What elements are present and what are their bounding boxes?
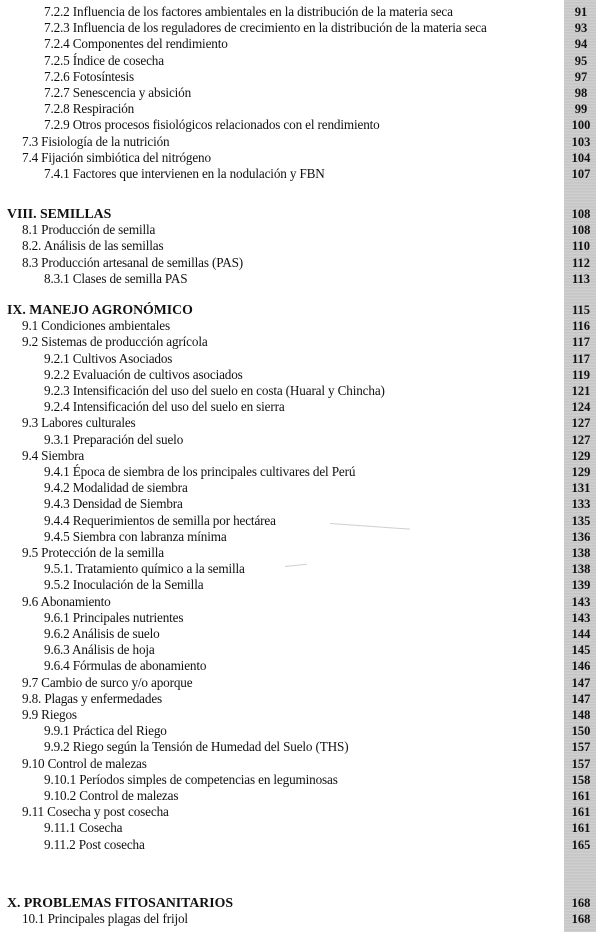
toc-page-number: 165 (571, 837, 591, 852)
toc-entry-label: 9.4.2 Modalidad de siembra (44, 480, 188, 496)
toc-page-number: 138 (571, 562, 591, 577)
toc-entry-label: 9.11.2 Post cosecha (44, 836, 145, 852)
toc-entry-label: 8.1 Producción de semilla (22, 222, 156, 238)
toc-entry-label: 9.7 Cambio de surco y/o aporque (22, 674, 193, 690)
toc-page-number: 146 (571, 659, 591, 674)
toc-page-number: 108 (571, 207, 591, 221)
toc-page-number: 135 (571, 513, 591, 528)
toc-entry (0, 464, 600, 480)
toc-entry-label: 9.2.2 Evaluación de cultivos asociados (44, 366, 243, 382)
toc-entry (0, 804, 600, 820)
toc-entry-label: 9.2.4 Intensificación del uso del suelo en sierra (44, 399, 285, 415)
toc-entry (0, 837, 600, 853)
toc-entry-label: 7.4.1 Factores que intervienen en la nodulación y FBN (44, 166, 325, 181)
toc-entry-label: 9.11.1 Cosecha (44, 820, 123, 836)
toc-entry (0, 53, 600, 69)
toc-entry (0, 166, 600, 182)
toc-entry-label: 9.9.1 Práctica del Riego (44, 723, 167, 739)
toc-entry (0, 415, 600, 431)
toc-page-number: 133 (571, 497, 591, 512)
toc-chapter (0, 895, 600, 911)
toc-entry (0, 691, 600, 707)
toc-entry-label: 9.6.2 Análisis de suelo (44, 626, 160, 641)
toc-entry-label: 8.3 Producción artesanal de semillas (PAS) (22, 254, 244, 270)
toc-entry (0, 820, 600, 836)
toc-entry (0, 513, 600, 529)
toc-page-number: 110 (571, 239, 591, 254)
toc-entry-label: 9.2.3 Intensificación del uso del suelo en costa (Huaral y Chincha) (44, 383, 385, 398)
toc-entry (0, 334, 600, 350)
toc-entry (0, 577, 600, 593)
toc-entry-label: 9.6.4 Fórmulas de abonamiento (44, 658, 207, 674)
toc-page-number: 129 (571, 448, 591, 463)
toc-entry (0, 399, 600, 415)
toc-page-number: 95 (574, 53, 588, 68)
toc-entry (0, 432, 600, 448)
toc-entry-label: 7.2.4 Componentes del rendimiento (44, 36, 228, 52)
toc-page-number: 97 (574, 69, 588, 84)
toc-entry-label: 7.2.8 Respiración (44, 101, 135, 117)
toc-entry (0, 788, 600, 804)
toc-page-number: 161 (571, 821, 591, 836)
toc-entry (0, 626, 600, 642)
toc-page-number: 100 (571, 118, 591, 133)
toc-page-number: 108 (571, 223, 591, 238)
toc-entry-label: 8.2. Análisis de las semillas (22, 238, 164, 254)
toc-page-number: 157 (571, 740, 591, 755)
toc-entry-label: 9.5 Protección de la semilla (22, 545, 164, 560)
toc-page-number: 138 (571, 546, 591, 560)
toc-entry (0, 448, 600, 464)
toc-entry-label: 9.4.5 Siembra con labranza mínima (44, 528, 227, 544)
toc-page-number: 119 (571, 367, 591, 382)
toc-entry-label: 7.3 Fisiología de la nutrición (22, 133, 170, 149)
toc-page-number: 129 (571, 465, 591, 479)
toc-page-number: 116 (571, 319, 591, 334)
toc-page-number: 99 (574, 102, 588, 117)
toc-page-number: 113 (571, 271, 591, 286)
toc-entry-label: 9.6 Abonamiento (22, 593, 111, 609)
toc-entry (0, 675, 600, 691)
toc-chapter (0, 302, 600, 318)
toc-entry (0, 134, 600, 150)
toc-entry (0, 756, 600, 772)
toc-entry-label: IX. MANEJO AGRONÓMICO (7, 302, 193, 317)
toc-entry (0, 529, 600, 545)
toc-entry (0, 69, 600, 85)
toc-page-number: 168 (571, 896, 591, 910)
toc-chapter (0, 206, 600, 222)
toc-entry (0, 594, 600, 610)
toc-page-number: 124 (571, 400, 591, 415)
toc-page-number: 161 (571, 805, 591, 820)
toc-entry (0, 85, 600, 101)
toc-page-number: 168 (571, 912, 591, 927)
toc-page-number: 94 (574, 37, 588, 52)
toc-entry-label: 9.5.2 Inoculación de la Semilla (44, 577, 204, 593)
toc-entry-label: 9.6.3 Análisis de hoja (44, 642, 155, 658)
toc-page-number: 150 (571, 724, 591, 739)
toc-page-number: 148 (571, 708, 591, 722)
toc-entry-label: 9.3.1 Preparación del suelo (44, 431, 184, 447)
toc-entry (0, 4, 600, 20)
toc-entry-label: 7.2.9 Otros procesos fisiológicos relacionados con el rendimiento (44, 117, 380, 133)
toc-entry (0, 561, 600, 577)
toc-page-number: 127 (571, 416, 591, 431)
toc-entry-label: 9.4.3 Densidad de Siembra (44, 496, 183, 512)
toc-entry (0, 610, 600, 626)
toc-entry (0, 383, 600, 399)
toc-page-number: 112 (571, 255, 591, 270)
toc-entry (0, 238, 600, 254)
toc-page-number: 144 (571, 627, 591, 641)
toc-page-number: 117 (571, 335, 591, 350)
toc-entry (0, 545, 600, 561)
toc-entry-label: VIII. SEMILLAS (7, 206, 112, 221)
toc-entry-label: 7.2.6 Fotosíntesis (44, 68, 134, 84)
toc-entry-label: X. PROBLEMAS FITOSANITARIOS (7, 895, 234, 910)
toc-entry-label: 9.4.1 Época de siembra de los principales cultivares del Perú (44, 464, 356, 479)
toc-page-number: 139 (571, 578, 591, 593)
toc-entry (0, 318, 600, 334)
toc-page-number: 158 (571, 772, 591, 787)
toc-entry-label: 9.8. Plagas y enfermedades (22, 690, 163, 706)
toc-entry-label: 9.9 Riegos (22, 707, 77, 722)
toc-page-number: 147 (571, 675, 591, 690)
toc-page-number: 104 (571, 150, 591, 165)
toc-page-number: 143 (571, 610, 591, 625)
toc-entry (0, 480, 600, 496)
toc-entry-label: 9.9.2 Riego según la Tensión de Humedad del Suelo (THS) (44, 739, 349, 755)
toc-entry (0, 351, 600, 367)
toc-entry (0, 707, 600, 723)
toc-entry-label: 8.3.1 Clases de semilla PAS (44, 270, 188, 286)
toc-entry-label: 7.2.7 Senescencia y absición (44, 85, 192, 100)
toc-entry (0, 255, 600, 271)
toc-entry (0, 658, 600, 674)
toc-entry (0, 496, 600, 512)
toc-page-number: 93 (574, 21, 588, 36)
toc-entry-label: 9.2 Sistemas de producción agrícola (22, 334, 208, 350)
toc-page-number: 157 (571, 756, 591, 771)
toc-page-number: 145 (571, 643, 591, 658)
toc-entry-label: 7.4 Fijación simbiótica del nitrógeno (22, 149, 211, 165)
toc-page-number: 98 (574, 86, 588, 100)
toc-page-number: 127 (571, 432, 591, 447)
toc-entry (0, 101, 600, 117)
toc-entry (0, 642, 600, 658)
toc-page-number: 115 (571, 303, 591, 317)
toc-entry (0, 271, 600, 287)
toc-entry-label: 9.5.1. Tratamiento químico a la semilla (44, 561, 245, 577)
toc-entry-label: 7.2.5 Índice de cosecha (44, 52, 164, 68)
toc-entry (0, 117, 600, 133)
toc-entry-label: 9.1 Condiciones ambientales (22, 318, 170, 334)
toc-entry-label: 7.2.2 Influencia de los factores ambientales en la distribución de la materia seca (44, 4, 453, 19)
toc-entry-label: 7.2.3 Influencia de los reguladores de crecimiento en la distribución de la materia seca (44, 20, 487, 36)
toc-entry-label: 9.4.4 Requerimientos de semilla por hectárea (44, 512, 276, 528)
toc-entry-label: 9.4 Siembra (22, 447, 85, 463)
toc-entry (0, 723, 600, 739)
toc-entry (0, 772, 600, 788)
toc-entry (0, 20, 600, 36)
toc-entry-label: 9.3 Labores culturales (22, 415, 136, 431)
toc-page-number: 117 (571, 351, 591, 366)
toc-entry-label: 9.2.1 Cultivos Asociados (44, 350, 173, 366)
toc-page-number: 121 (571, 384, 591, 398)
toc-entry-label: 9.10.2 Control de malezas (44, 788, 179, 803)
toc-entry (0, 367, 600, 383)
toc-page-number: 103 (571, 134, 591, 149)
toc-entry (0, 911, 600, 927)
toc-page-number: 147 (571, 691, 591, 706)
toc-entry-label: 9.10.1 Períodos simples de competencias en leguminosas (44, 771, 338, 787)
toc-entry-label: 9.6.1 Principales nutrientes (44, 609, 184, 625)
toc-page-number: 136 (571, 529, 591, 544)
toc-entry-label: 9.10 Control de malezas (22, 755, 147, 771)
toc-entry (0, 739, 600, 755)
toc-page-number: 131 (571, 481, 591, 496)
toc-entry-label: 10.1 Principales plagas del frijol (22, 911, 188, 927)
toc-entry-label: 9.11 Cosecha y post cosecha (22, 804, 169, 820)
toc-page-number: 91 (574, 5, 588, 19)
toc-page-number: 107 (571, 167, 591, 181)
toc-entry (0, 150, 600, 166)
toc-entry (0, 36, 600, 52)
toc-entry (0, 222, 600, 238)
toc-page-number: 161 (571, 789, 591, 803)
toc-page-number: 143 (571, 594, 591, 609)
